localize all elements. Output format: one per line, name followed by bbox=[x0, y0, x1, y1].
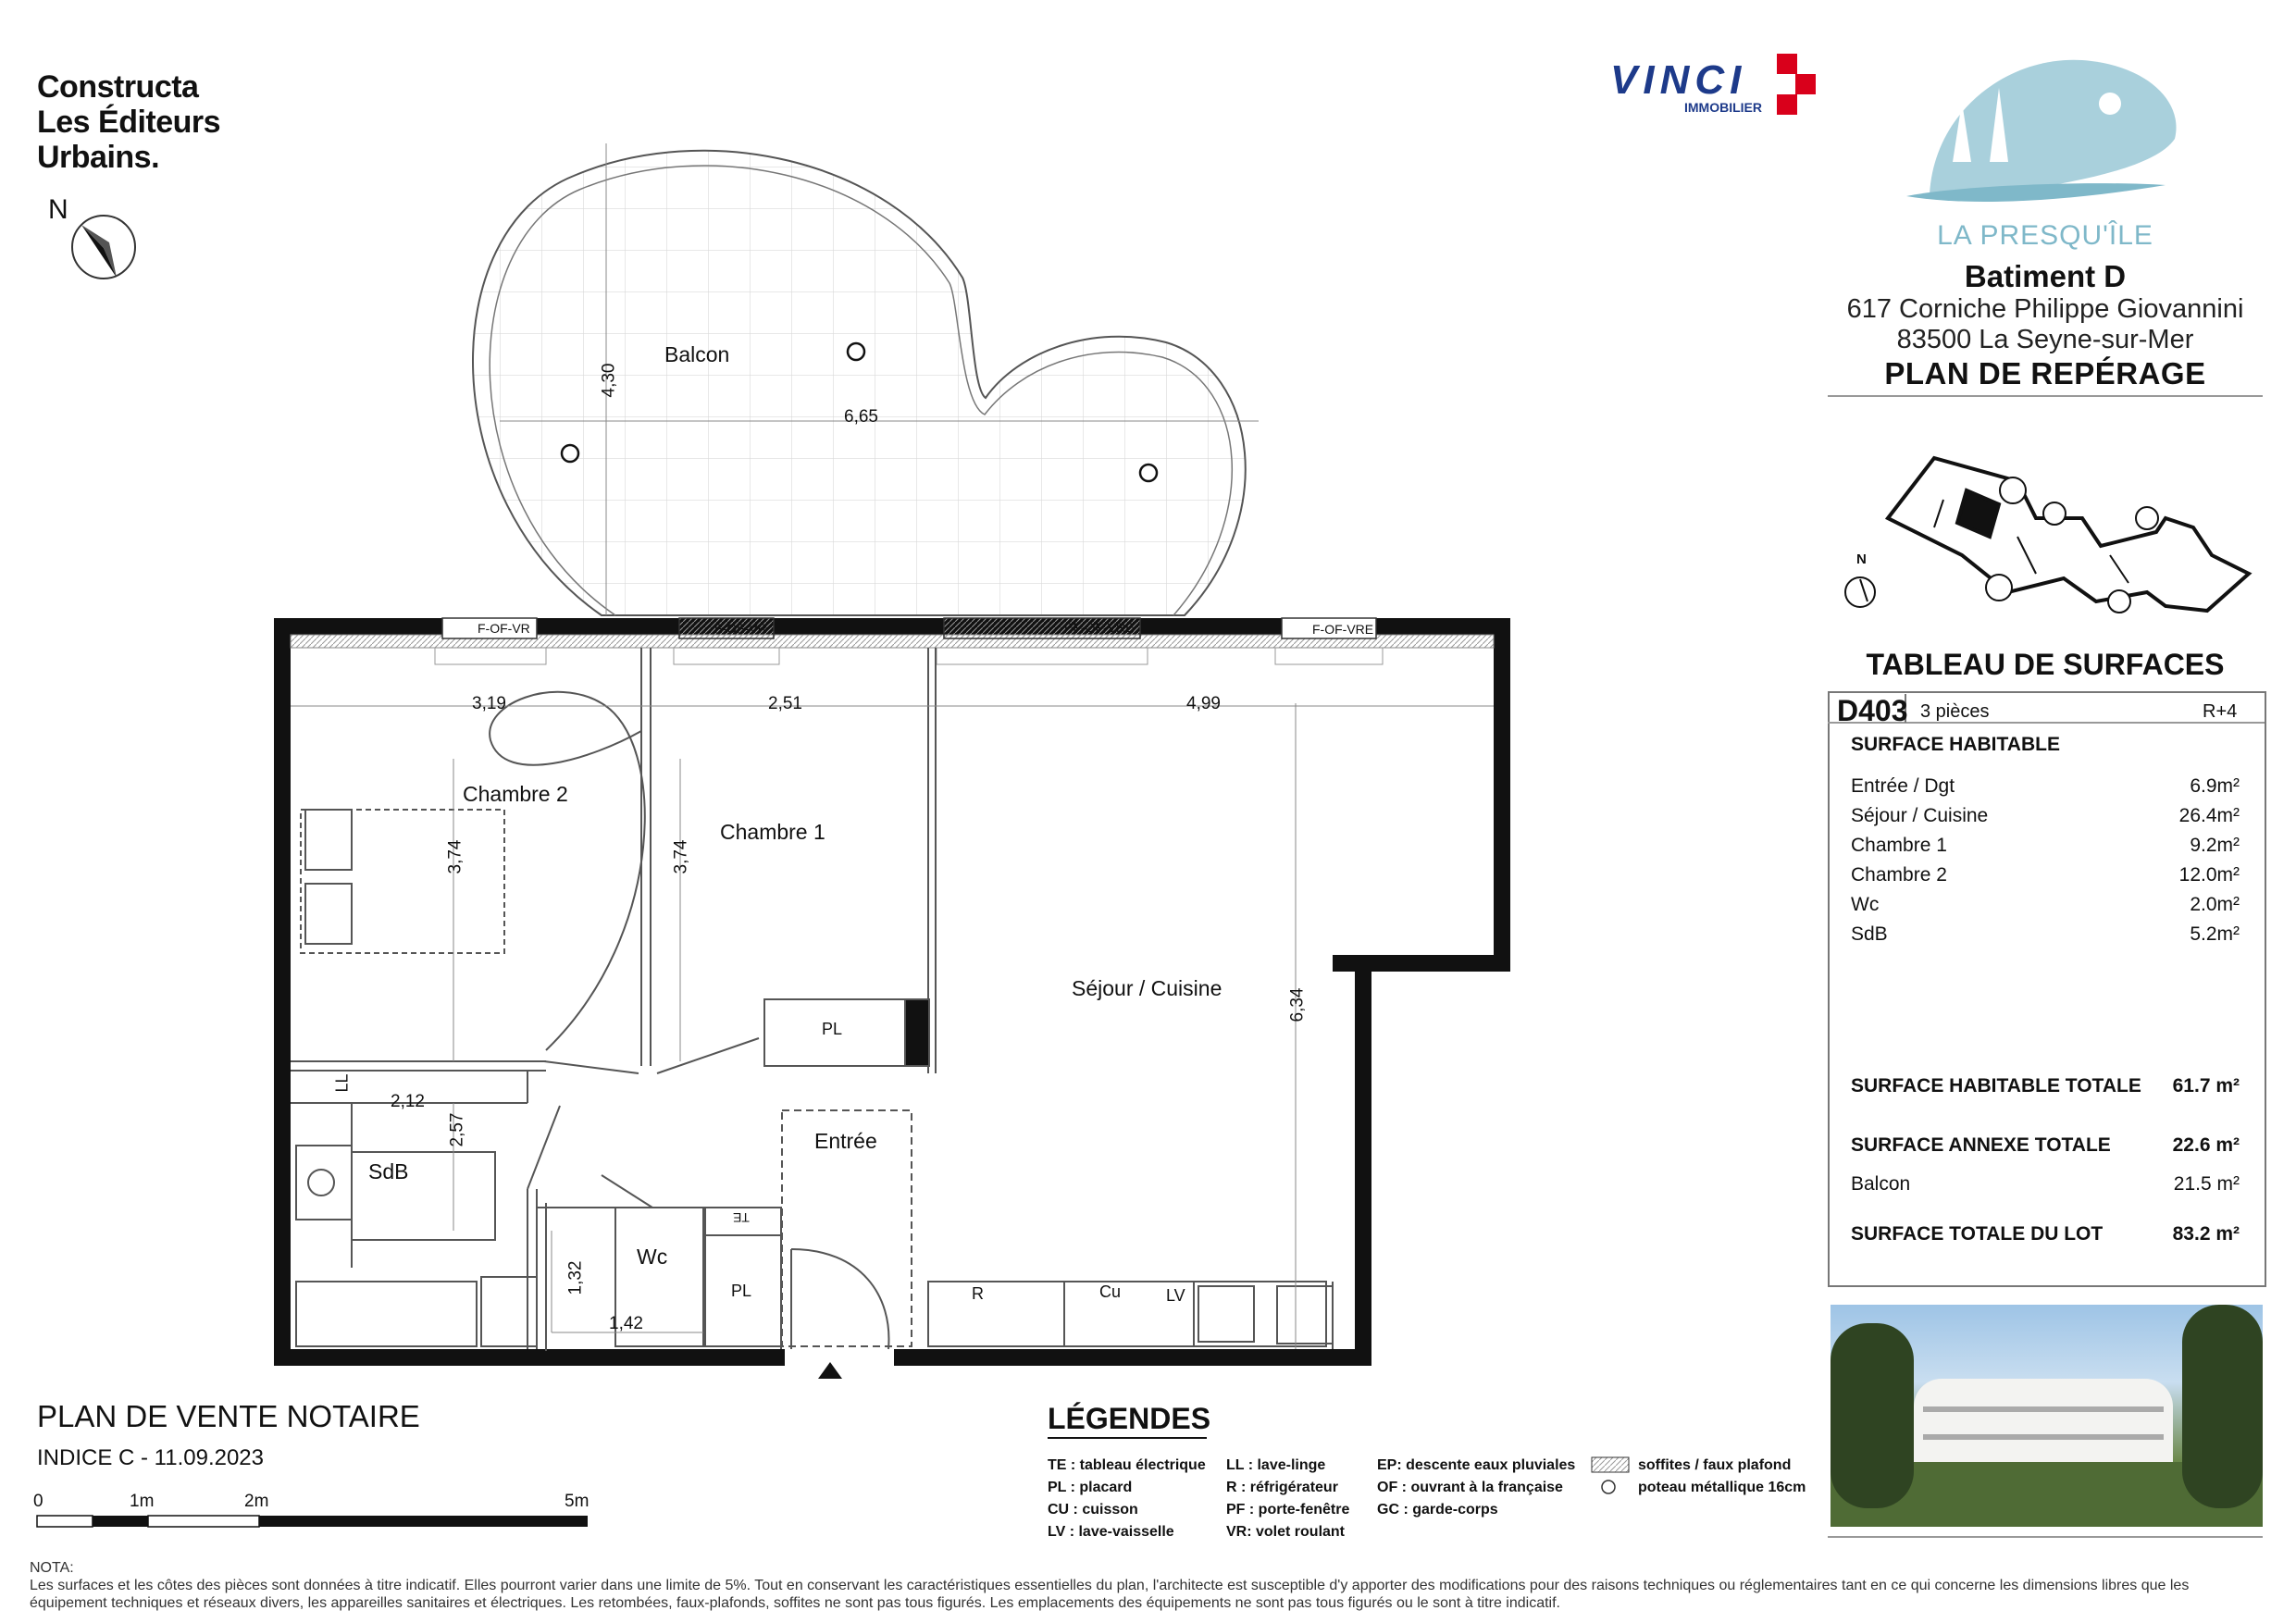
soffite-swatch bbox=[1592, 1457, 1629, 1472]
opening-4: F-OF-VRE bbox=[1312, 622, 1374, 637]
cuisson: Cu bbox=[1099, 1282, 1122, 1301]
address: 617 Corniche Philippe Giovannini 83500 La Seyne-sur-Mer bbox=[1846, 294, 2244, 354]
scale-bar bbox=[37, 1516, 588, 1527]
room-chambre2: Chambre 2 bbox=[463, 782, 568, 806]
scale-label: 5m bbox=[565, 1492, 590, 1511]
dim-sej-w: 4,99 bbox=[1186, 694, 1221, 713]
opening-1: F-OF-VR bbox=[478, 621, 530, 636]
room-sejour: Séjour / Cuisine bbox=[1072, 976, 1222, 1000]
dim-ch2-h: 3,74 bbox=[445, 839, 465, 874]
divider bbox=[1828, 1536, 2263, 1538]
dim-wc-w: 1,42 bbox=[609, 1314, 643, 1333]
surface-row: Wc 2.0m² bbox=[1851, 894, 2240, 915]
dim-sej-h: 6,34 bbox=[1287, 987, 1308, 1022]
room-sdb: SdB bbox=[368, 1159, 409, 1183]
lot-pieces: 3 pièces bbox=[1920, 701, 1990, 722]
lave-vaisselle: LV bbox=[1166, 1286, 1185, 1305]
legend-col-2: LL : lave-linge R : réfrigérateur PF : porte-fenêtre VR: volet roulant bbox=[1226, 1457, 1350, 1540]
lot-level: R+4 bbox=[2203, 701, 2238, 722]
dim-balcon-h: 4,30 bbox=[599, 363, 619, 398]
scale-label: 1m bbox=[130, 1492, 155, 1511]
building-render-image bbox=[1831, 1305, 2263, 1527]
opening-2: F-OF-VR bbox=[714, 621, 767, 636]
divider bbox=[1828, 395, 2263, 397]
habitable-title: SURFACE HABITABLE bbox=[1851, 734, 2060, 755]
placard-1: PL bbox=[822, 1020, 843, 1038]
vinci-cross-icon bbox=[1777, 54, 1797, 74]
surfaces-title: TABLEAU DE SURFACES bbox=[1866, 648, 2225, 681]
surface-row: Chambre 1 9.2m² bbox=[1851, 835, 2240, 856]
constructa-logo: Constructa Les Éditeurs Urbains. bbox=[37, 69, 221, 175]
surface-row: SdB 5.2m² bbox=[1851, 923, 2240, 945]
dim-sdb-w: 2,12 bbox=[391, 1092, 425, 1111]
dim-sdb-h: 2,57 bbox=[447, 1112, 467, 1147]
locator-north: N bbox=[1856, 551, 1867, 567]
balcon-surface: Balcon 21.5 m² bbox=[1851, 1173, 2240, 1195]
plan-title: PLAN DE REPÉRAGE bbox=[1884, 356, 2206, 390]
legend-col-3: EP: descente eaux pluviales OF : ouvrant à la française GC : garde-corps bbox=[1377, 1457, 1576, 1518]
opening-3: PF-OF-VRE bbox=[1064, 620, 1135, 635]
legend-title: LÉGENDES bbox=[1048, 1402, 1211, 1435]
lave-linge: LL bbox=[332, 1073, 352, 1093]
presquile-logo bbox=[1906, 60, 2177, 202]
room-wc: Wc bbox=[637, 1245, 668, 1269]
total-annexe: SURFACE ANNEXE TOTALE 22.6 m² bbox=[1851, 1134, 2240, 1156]
project-name: LA PRESQU'ÎLE bbox=[1937, 220, 2153, 251]
plan-indice: INDICE C - 11.09.2023 bbox=[37, 1445, 265, 1470]
dim-ch2-w: 3,19 bbox=[472, 694, 506, 713]
room-chambre1: Chambre 1 bbox=[720, 820, 825, 844]
room-entree: Entrée bbox=[814, 1129, 877, 1153]
legend-col-1: TE : tableau électrique PL : placard CU : cuisson LV : lave-vaisselle bbox=[1048, 1457, 1206, 1540]
surface-row: Chambre 2 12.0m² bbox=[1851, 864, 2240, 886]
north-label: N bbox=[48, 194, 68, 225]
total-lot: SURFACE TOTALE DU LOT 83.2 m² bbox=[1851, 1223, 2240, 1245]
outer-walls bbox=[274, 618, 1510, 1366]
vinci-logo: VINCI IMMOBILIER bbox=[1610, 57, 1762, 115]
compass bbox=[72, 216, 135, 279]
legend-underline bbox=[1048, 1437, 1207, 1439]
placard-2: PL bbox=[731, 1282, 752, 1300]
balcony-shape bbox=[473, 143, 1259, 615]
surface-row: Séjour / Cuisine 26.4m² bbox=[1851, 805, 2240, 826]
dim-ch1-w: 2,51 bbox=[768, 694, 802, 713]
locator-plan bbox=[1845, 458, 2249, 613]
surface-row: Entrée / Dgt 6.9m² bbox=[1851, 775, 2240, 797]
scale-label: 0 bbox=[33, 1492, 43, 1511]
tableau-electrique: TE bbox=[733, 1210, 750, 1225]
poteau-symbol bbox=[1602, 1481, 1615, 1493]
plan-vente-title: PLAN DE VENTE NOTAIRE bbox=[37, 1399, 420, 1433]
dim-ch1-h: 3,74 bbox=[671, 839, 691, 874]
room-balcon: Balcon bbox=[664, 342, 730, 366]
total-habitable: SURFACE HABITABLE TOTALE 61.7 m² bbox=[1851, 1075, 2240, 1096]
entrance-arrow bbox=[818, 1362, 842, 1379]
building-name: Batiment D bbox=[1964, 259, 2127, 293]
legend-col-4: soffites / faux plafond poteau métallique 16cm bbox=[1638, 1457, 1806, 1495]
scale-label: 2m bbox=[244, 1492, 269, 1511]
dim-wc-h: 1,32 bbox=[565, 1260, 586, 1295]
nota: NOTA: Les surfaces et les côtes des pièces sont données à titre indicatif. Elles pourront varier dans une limite de 5%. Tout en conservant les caractéristiques essentielles du plan, l'architecte est susceptible d'y apporter des modifications pour des raisons techniques ou réglementaires tant en ce qui concerne les dimensions libres que les équipement techniques et réseaux divers, les appareilles sanitaires et électriques. Les retombées, faux-plafonds, soffites ne sont pas tous figurés. Les emplacements des équipements ne sont pas tous figurés ou le sont à titre indicatif. bbox=[30, 1560, 2190, 1611]
dim-balcon-w: 6,65 bbox=[844, 407, 878, 427]
refrigerateur: R bbox=[972, 1284, 984, 1303]
lot-number: D403 bbox=[1837, 694, 1908, 727]
